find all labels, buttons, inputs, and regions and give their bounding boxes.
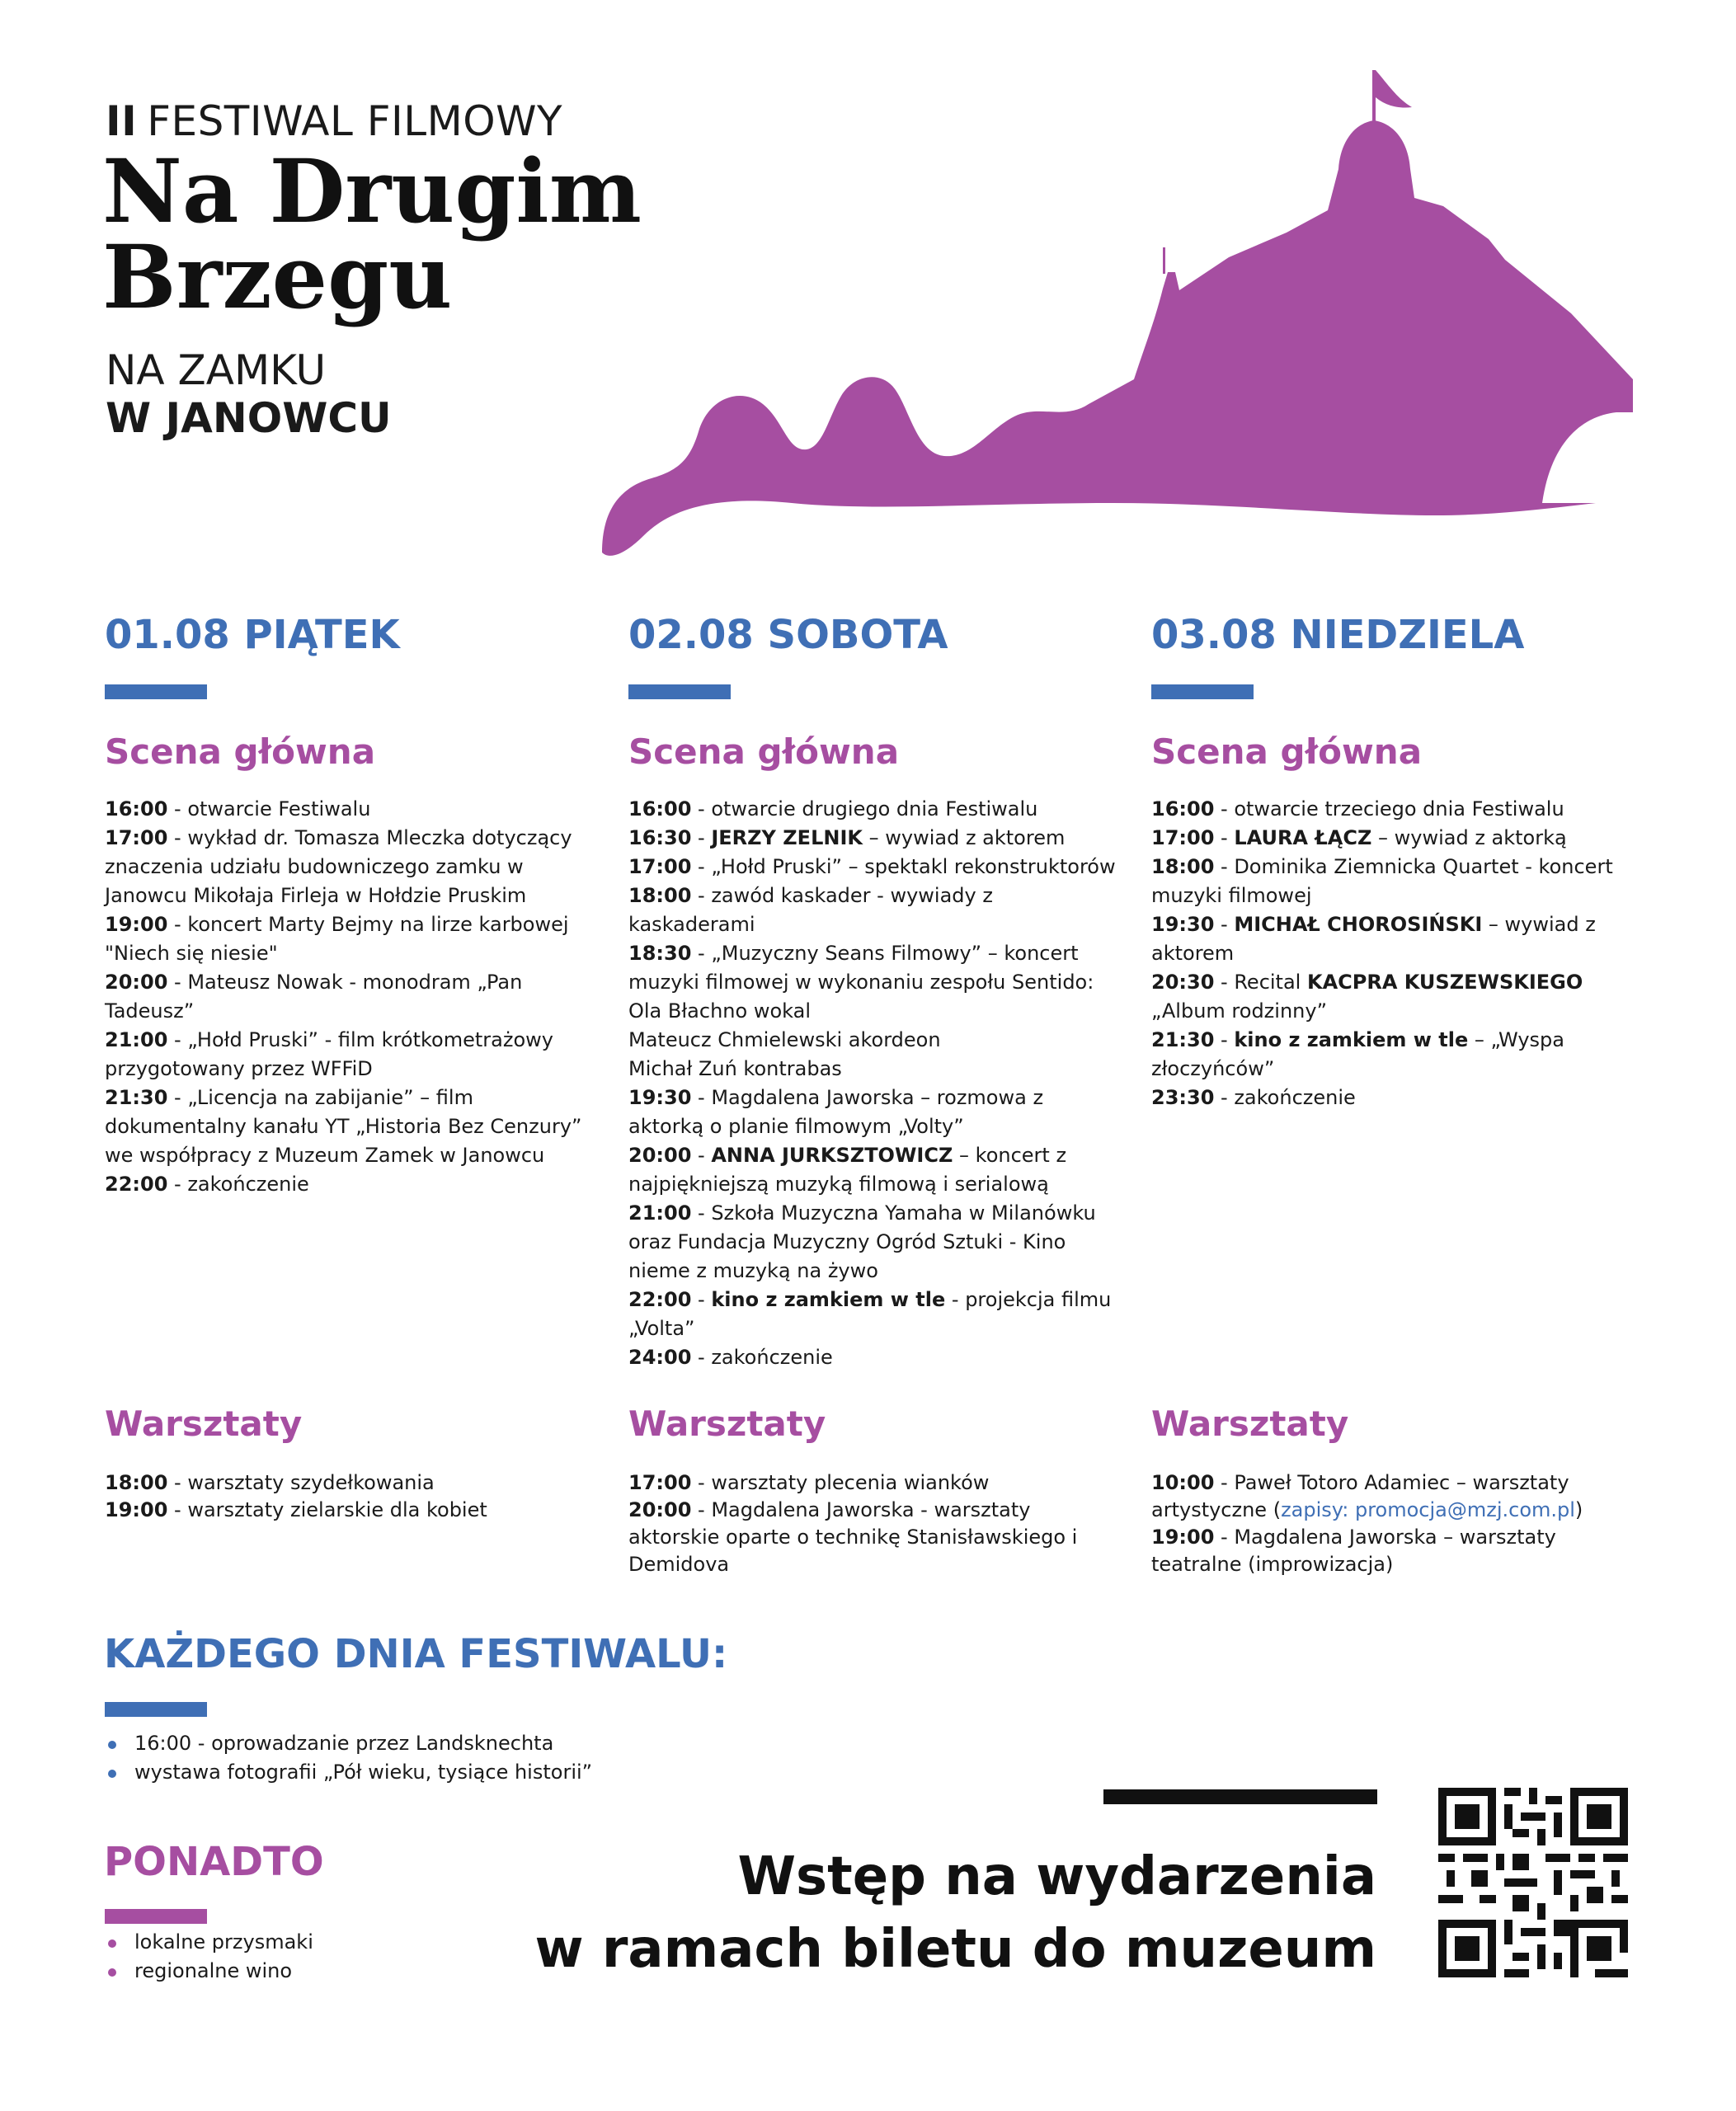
- bullet-dot-icon: [108, 1741, 116, 1749]
- schedule-entry: Michał Zuń kontrabas: [628, 1057, 842, 1080]
- workshops-heading: Warsztaty: [105, 1403, 303, 1444]
- schedule-entry: Ola Błachno wokal: [628, 999, 811, 1023]
- main-stage-schedule: [628, 795, 1123, 1372]
- workshop-entry: 20:00 - Magdalena Jaworska - warsztaty aktorskie oparte o technikę Stanisławskiego i Demidova: [628, 1498, 1078, 1576]
- every-day-heading: KAŻDEGO DNIA FESTIWALU:: [104, 1631, 728, 1677]
- extra-underline: [105, 1909, 207, 1924]
- schedule-entry: 18:30 - „Muzyczny Seans Filmowy” – koncert muzyki filmowej w wykonaniu zespołu Sentido:: [628, 942, 1094, 994]
- schedule-entry: 16:00 - otwarcie Festiwalu: [105, 797, 371, 820]
- schedule-entry: 18:00 - zawód kaskader - wywiady z kaskaderami: [628, 884, 993, 936]
- main-stage-schedule: [1151, 795, 1646, 1112]
- entry-note-line-2: w ramach biletu do muzeum: [534, 1919, 1376, 1980]
- festival-title: [102, 139, 642, 328]
- main-stage-heading: Scena główna: [105, 731, 376, 772]
- entry-note: [534, 1841, 1376, 1986]
- workshop-entry: 19:00 - Magdalena Jaworska – warsztaty teatralne (improwizacja): [1151, 1526, 1556, 1576]
- main-stage-heading: Scena główna: [628, 731, 900, 772]
- schedule-entry: 20:30 - Recital KACPRA KUSZEWSKIEGO „Album rodzinny”: [1151, 971, 1583, 1023]
- schedule-entry: 21:00 - „Hołd Pruski” - film krótkometrażowy przygotowany przez WFFiD: [105, 1028, 553, 1080]
- day-column-1: [105, 612, 591, 1521]
- workshops-schedule: [1151, 1469, 1646, 1578]
- schedule-entry: 23:30 - zakończenie: [1151, 1086, 1356, 1109]
- day-underline: [628, 684, 731, 699]
- schedule-entry: 22:00 - kino z zamkiem w tle - projekcja filmu „Volta”: [628, 1288, 1112, 1340]
- festival-edition-label: II FESTIWAL FILMOWY: [106, 97, 563, 145]
- every-day-list: [105, 1729, 592, 1787]
- schedule-entry: 16:00 - otwarcie trzeciego dnia Festiwalu: [1151, 797, 1564, 820]
- workshop-entry: 10:00 - Paweł Totoro Adamiec – warsztaty artystyczne (zapisy: promocja@mzj.com.pl): [1151, 1471, 1583, 1521]
- workshop-entry: 19:00 - warsztaty zielarskie dla kobiet: [105, 1498, 487, 1521]
- day-date: 03.08 NIEDZIELA: [1151, 612, 1525, 658]
- place-line-1: NA ZAMKU: [106, 346, 327, 394]
- main-stage-schedule: [105, 795, 600, 1199]
- entry-note-bar: [1103, 1789, 1377, 1804]
- schedule-entry: 21:00 - Szkoła Muzyczna Yamaha w Milanówku oraz Fundacja Muzyczny Ogród Sztuki - Kino nieme z muzyką na żywo: [628, 1201, 1096, 1282]
- workshops-schedule: [105, 1469, 600, 1524]
- bullet-dot-icon: [108, 1770, 116, 1778]
- schedule-entry: 18:00 - Dominika Ziemnicka Quartet - koncert muzyki filmowej: [1151, 855, 1613, 907]
- schedule-entry: 17:00 - „Hołd Pruski” – spektakl rekonstruktorów: [628, 855, 1116, 878]
- qr-code-icon[interactable]: [1438, 1788, 1628, 1977]
- title-line-1: Na Drugim: [102, 139, 642, 242]
- every-day-underline: [105, 1702, 207, 1717]
- day-date: 01.08 PIĄTEK: [105, 612, 400, 658]
- schedule-entry: 16:00 - otwarcie drugiego dnia Festiwalu: [628, 797, 1038, 820]
- list-item: regionalne wino: [105, 1957, 313, 1986]
- schedule-entry: 21:30 - „Licencja na zabijanie” – film dokumentalny kanału YT „Historia Bez Cenzury” we współpracy z Muzeum Zamek w Janowcu: [105, 1086, 582, 1167]
- schedule-entry: 16:30 - JERZY ZELNIK – wywiad z aktorem: [628, 826, 1066, 849]
- schedule-entry: 19:30 - MICHAŁ CHOROSIŃSKI – wywiad z aktorem: [1151, 913, 1596, 965]
- bullet-dot-icon: [108, 1968, 116, 1977]
- entry-note-line-1: Wstęp na wydarzenia: [737, 1846, 1376, 1907]
- day-underline: [105, 684, 207, 699]
- title-line-2: Brzegu: [102, 225, 453, 328]
- main-stage-heading: Scena główna: [1151, 731, 1423, 772]
- schedule-entry: 19:30 - Magdalena Jaworska – rozmowa z aktorką o planie filmowym „Volty”: [628, 1086, 1044, 1138]
- list-item: wystawa fotografii „Pół wieku, tysiące historii”: [105, 1758, 592, 1787]
- bullet-dot-icon: [108, 1939, 116, 1948]
- castle-silhouette-illustration: [602, 41, 1641, 569]
- signup-email-link[interactable]: zapisy: promocja@mzj.com.pl: [1281, 1498, 1575, 1521]
- schedule-entry: Mateucz Chmielewski akordeon: [628, 1028, 941, 1051]
- day-column-2: [628, 612, 1116, 1576]
- workshops-heading: Warsztaty: [628, 1403, 826, 1444]
- schedule-entry: 17:00 - wykład dr. Tomasza Mleczka dotyczący znaczenia udziału budowniczego zamku w Janowcu Mikołaja Firleja w Hołdzie Pruskim: [105, 826, 572, 907]
- day-underline: [1151, 684, 1254, 699]
- list-item: lokalne przysmaki: [105, 1928, 313, 1957]
- place-line-2: W JANOWCU: [106, 394, 392, 442]
- day-date: 02.08 SOBOTA: [628, 612, 948, 658]
- schedule-entry: 17:00 - LAURA ŁĄCZ – wywiad z aktorką: [1151, 826, 1567, 849]
- list-item: 16:00 - oprowadzanie przez Landsknechta: [105, 1729, 592, 1758]
- schedule-entry: 20:00 - ANNA JURKSZTOWICZ – koncert z najpiękniejszą muzyką filmową i serialową: [628, 1144, 1067, 1196]
- schedule-entry: 19:00 - koncert Marty Bejmy na lirze karbowej "Niech się niesie": [105, 913, 569, 965]
- schedule-entry: 24:00 - zakończenie: [628, 1346, 833, 1369]
- schedule-entry: 22:00 - zakończenie: [105, 1173, 309, 1196]
- workshops-schedule: [628, 1469, 1123, 1578]
- day-column-3: [1151, 612, 1638, 1576]
- extra-heading: PONADTO: [104, 1839, 324, 1885]
- workshop-entry: 17:00 - warsztaty plecenia wianków: [628, 1471, 990, 1494]
- workshops-heading: Warsztaty: [1151, 1403, 1349, 1444]
- extra-list: [105, 1928, 313, 1986]
- workshop-entry: 18:00 - warsztaty szydełkowania: [105, 1471, 435, 1494]
- schedule-entry: 20:00 - Mateusz Nowak - monodram „Pan Tadeusz”: [105, 971, 523, 1023]
- schedule-entry: 21:30 - kino z zamkiem w tle – „Wyspa złoczyńców”: [1151, 1028, 1564, 1080]
